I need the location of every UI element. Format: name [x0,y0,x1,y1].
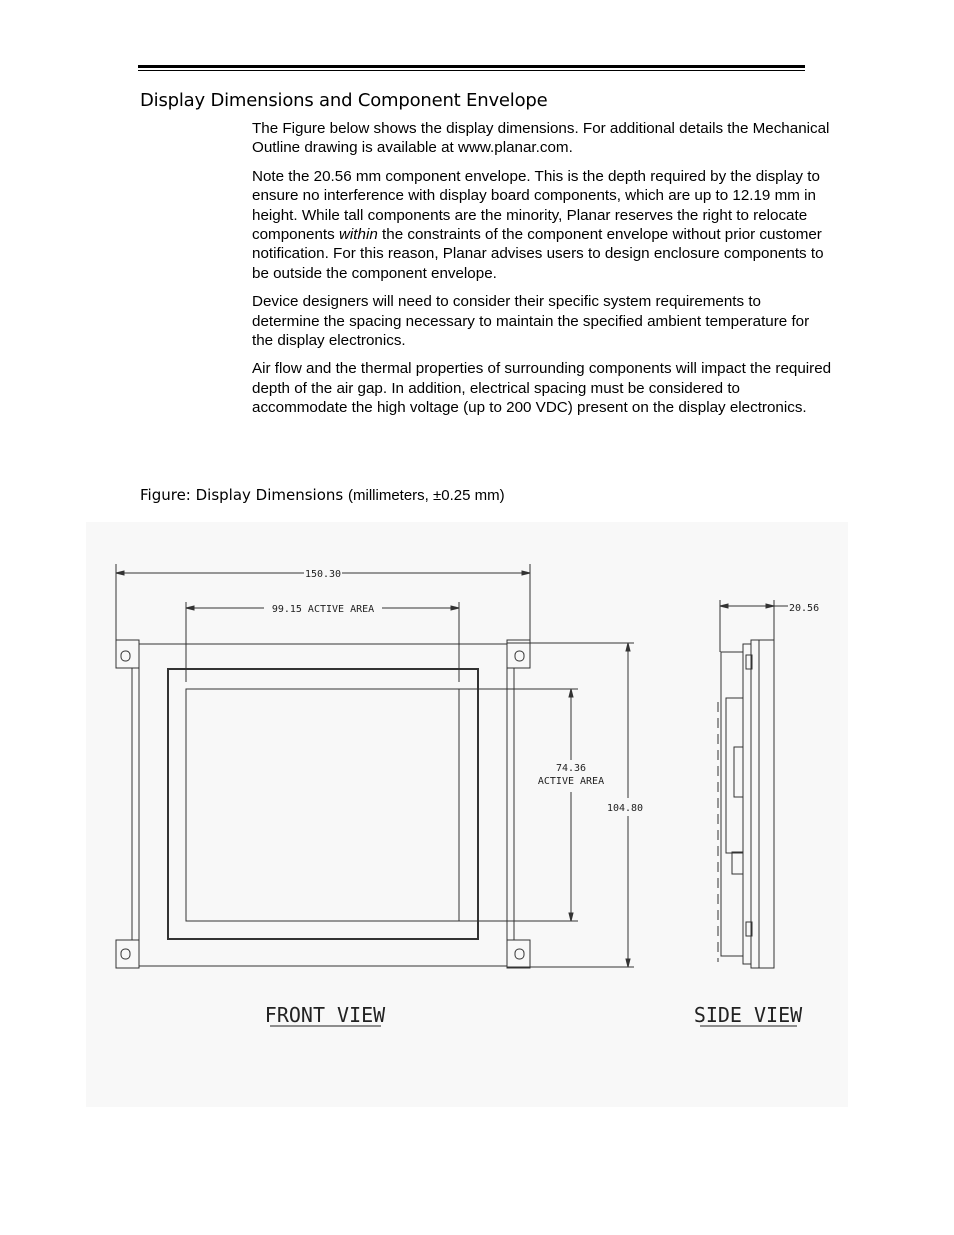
mounting-tab-bottom-right [507,940,530,968]
side-view-label: SIDE VIEW [693,1003,803,1027]
arrow-head [626,643,630,651]
header-rule-thin [138,70,805,71]
paragraph-2-start: Note the 20.56 mm component envelope. This is the depth required by the display to ensure no interference with display board components, which are up to 12.19 mm in height. While tall components are the minority, Planar reserves the right to relocate components [252,167,820,244]
mounting-tab-top-left [116,640,139,668]
side-panel [759,640,774,968]
mounting-tab-bottom-left [116,940,139,968]
header-rule-thick [138,65,805,68]
paragraph-4: Air flow and the thermal properties of surrounding components will impact the required depth of the air gap. In addition, electrical spacing must be considered to accommodate the high voltage (up to 200 VDC) present on the display electronics. [252,360,832,417]
arrow-head [569,689,573,697]
paragraph-3: Device designers will need to consider their specific system requirements to determine the spacing necessary to maintain the specified ambient temperature for the display electronics. [252,293,810,350]
mounting-hole [515,949,524,959]
mounting-hole [515,651,524,661]
mounting-hole [121,949,130,959]
body-text [252,119,832,427]
dim-active-height-value: 74.36 [555,763,587,774]
arrow-head [186,606,194,610]
arrow-head [766,604,774,608]
arrow-head [451,606,459,610]
figure-caption-units: (millimeters, ±0.25 mm) [348,487,505,504]
side-bezel [751,640,759,968]
figure-caption-label: Figure: Display Dimensions [140,486,344,504]
side-frame [743,644,751,964]
arrow-head [626,959,630,967]
mounting-tab-top-right [507,640,530,668]
drawing-svg [86,522,848,1107]
display-frame [139,644,507,966]
dim-depth: 20.56 [789,603,820,614]
dim-overall-height: 104.80 [606,803,644,814]
figure-caption [140,486,505,504]
dimension-drawing [86,522,848,1107]
section-title: Display Dimensions and Component Envelope [140,90,548,111]
paragraph-2-emphasis: within [338,226,378,244]
arrow-head [720,604,728,608]
paragraph-2-end: the constraints of the component envelope without prior customer notification. For this reason, Planar advises users to design enclosure components to be outside the component envelope. [252,226,824,282]
arrow-head [522,571,530,575]
dim-active-width: 99.15 ACTIVE AREA [271,604,375,615]
dim-overall-width: 150.30 [304,569,342,580]
arrow-head [569,913,573,921]
paragraph-1: The Figure below shows the display dimensions. For additional details the Mechanical Outline drawing is available at www.planar.com. [252,120,830,157]
side-component [734,747,743,797]
paragraph-2 [252,167,832,283]
active-area [186,689,459,921]
side-component [732,852,743,874]
mounting-hole [121,651,130,661]
arrow-head [116,571,124,575]
front-view-label: FRONT VIEW [264,1003,386,1027]
bezel [168,669,478,939]
dim-active-height-label: ACTIVE AREA [537,776,605,787]
